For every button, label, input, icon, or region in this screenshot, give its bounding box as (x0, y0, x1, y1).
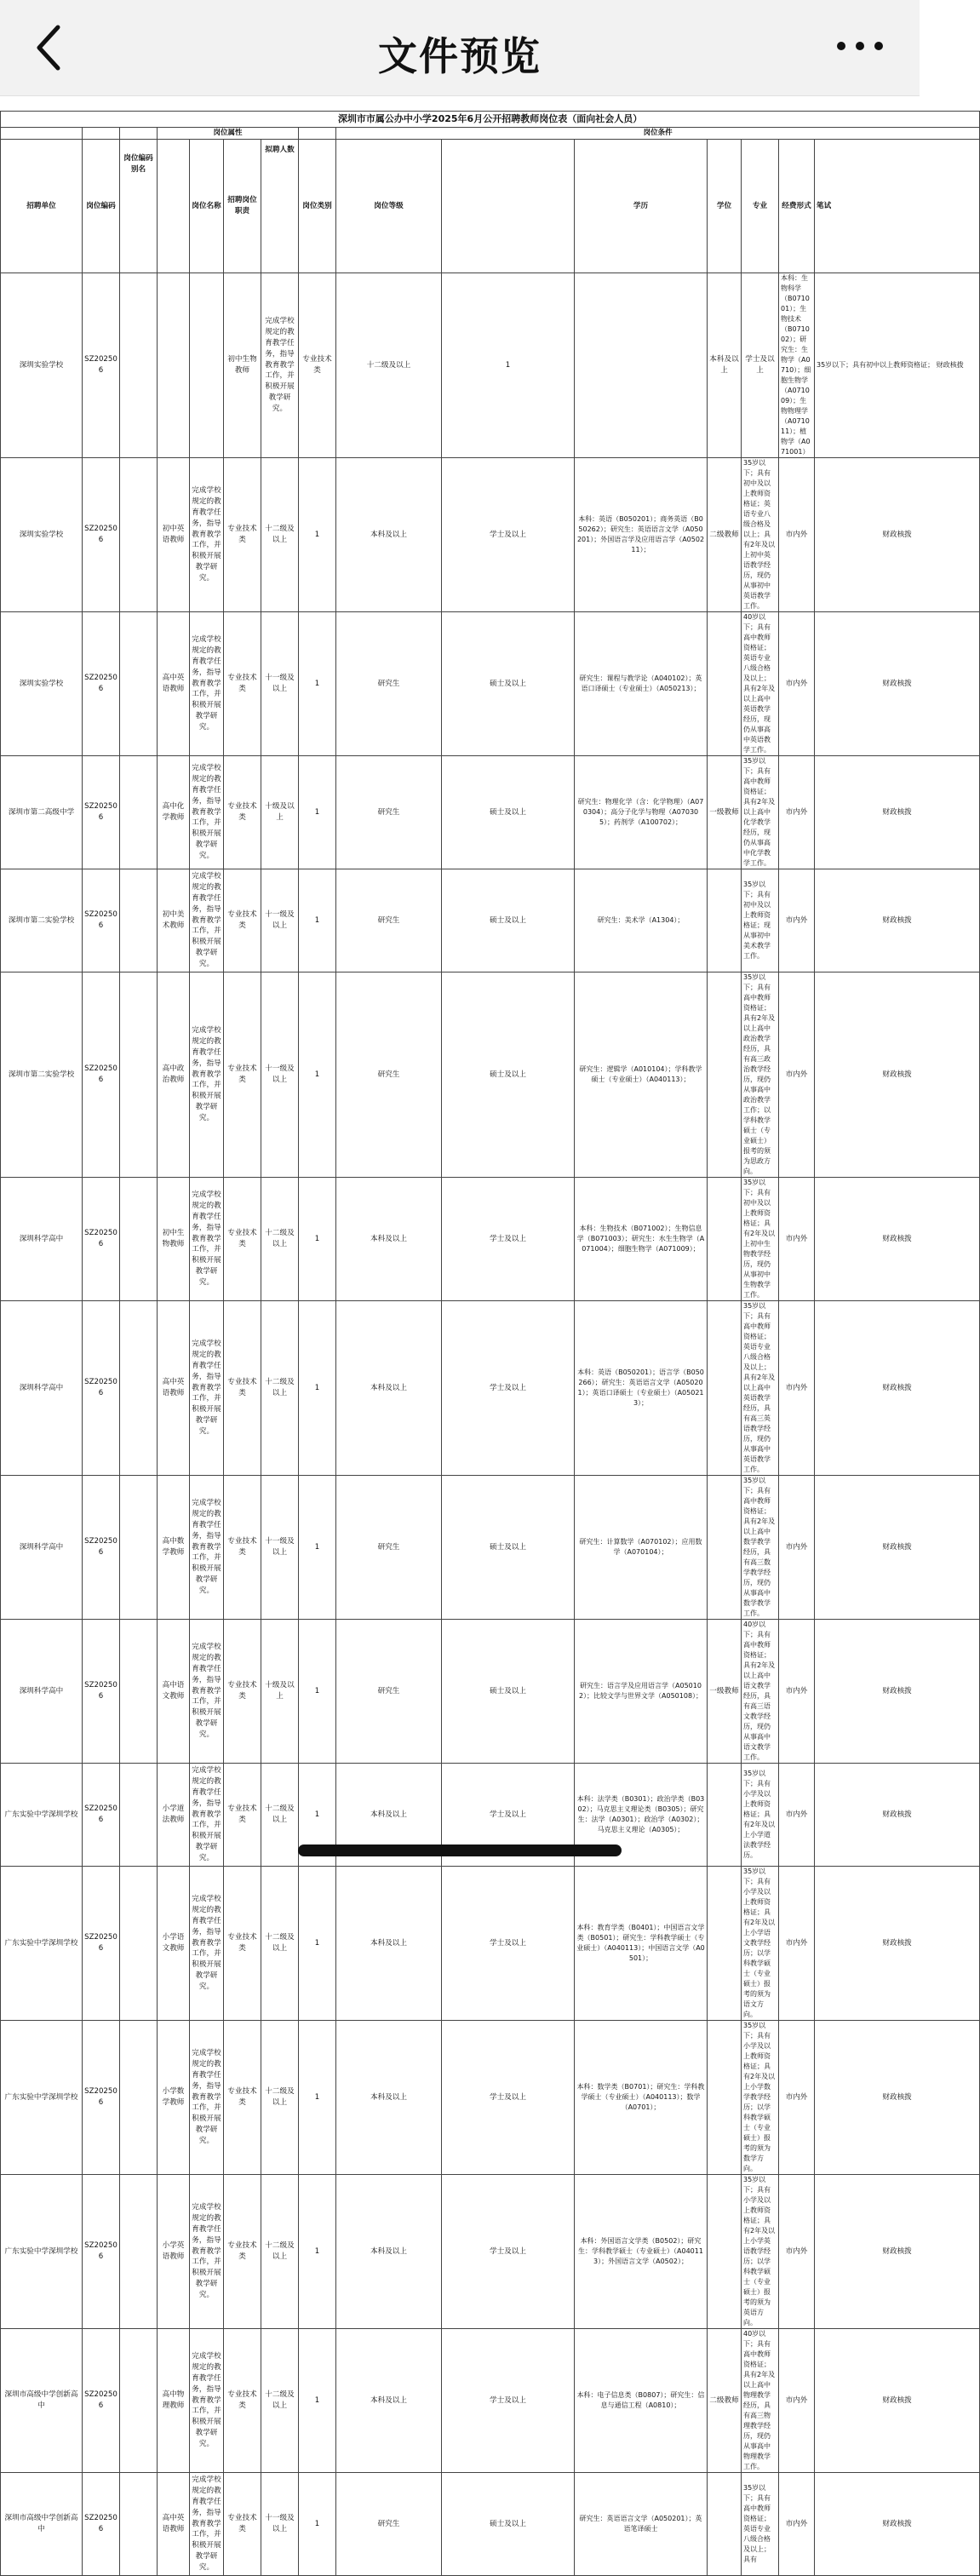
cell-category: 专业技术类 (224, 1867, 261, 2021)
col-header: 专业 (742, 140, 779, 273)
cell-code: SZ202506 (83, 2021, 120, 2175)
cell-hukou: 市内外 (779, 1476, 815, 1620)
cell-category: 专业技术类 (224, 1476, 261, 1620)
cell-level: 十二级及以上 (261, 1301, 299, 1476)
cell-duty: 完成学校规定的教育教学任务，指导教育教学工作，并积极开展教学研究。 (190, 2329, 224, 2473)
cell-name: 高中物理教师 (158, 2329, 190, 2473)
cell-edu: 本科及以上 (336, 458, 442, 612)
cell-title (708, 2021, 742, 2175)
cell-req: 35岁以下；具有高中教师资格证；具有2年及以上高中化学教学经历，现仍从事高中化学教学工作。 (742, 756, 779, 869)
cell-fund: 财政核拨 (815, 2473, 980, 2576)
cell-title (708, 869, 742, 972)
cell-duty: 完成学校规定的教育教学任务，指导教育教学工作，并积极开展教学研究。 (190, 2175, 224, 2329)
cell-req: 35岁以下；具有小学及以上教师资格证；具有2年及以上小学英语教学经历；以学科教学硕士（专业硕士）报考的须为英语方向。 (742, 2175, 779, 2329)
cell-edu: 本科及以上 (336, 2329, 442, 2473)
cell-degree: 学士及以上 (442, 458, 575, 612)
cell-degree: 硕士及以上 (442, 869, 575, 972)
cell-count: 1 (299, 972, 336, 1178)
cell-major: 研究生：美术学（A1304）； (575, 869, 708, 972)
cell-name: 高中政治教师 (158, 972, 190, 1178)
cell-category: 专业技术类 (224, 612, 261, 756)
cell-level: 十二级及以上 (261, 2329, 299, 2473)
col-header: 学位 (708, 140, 742, 273)
cell-fund: 财政核拨 (815, 1620, 980, 1764)
table-row (1, 2021, 980, 2175)
cell-degree: 学士及以上 (442, 2175, 575, 2329)
cell-title (708, 1476, 742, 1620)
col-header: 学历 (575, 140, 708, 273)
cell-fund: 财政核拨 (815, 1476, 980, 1620)
cell-fund: 财政核拨 (815, 972, 980, 1178)
cell-level: 十二级及以上 (261, 2175, 299, 2329)
cell-req: 35岁以下；具有小学及以上教师资格证；具有2年及以上小学数学教学经历；以学科教学硕士（专业硕士）报考的须为数学方向。 (742, 2021, 779, 2175)
cell-count: 1 (299, 1301, 336, 1476)
cell-count: 1 (442, 273, 575, 458)
header-blank (83, 128, 120, 140)
cell-major: 研究生：语言学及应用语言学（A050102）；比较文学与世界文学（A050108）； (575, 1620, 708, 1764)
cell-unit: 深圳科学高中 (1, 1476, 83, 1620)
cell-category: 专业技术类 (224, 869, 261, 972)
cell-major: 研究生：计算数学（A070102）；应用数学（A070104）； (575, 1476, 708, 1620)
cell-name: 高中英语教师 (158, 612, 190, 756)
cell-degree: 学士及以上 (742, 273, 779, 458)
page-title: 文件预览 (378, 33, 542, 79)
cell-req: 40岁以下；具有高中教师资格证；具有2年及以上高中语文教学经历，具有高三语文教学经历，现仍从事高中语文教学工作。 (742, 1620, 779, 1764)
cell-unit: 深圳实验学校 (1, 273, 83, 458)
cell-name: 高中数学教师 (158, 1476, 190, 1620)
col-header: 岗位类别 (299, 140, 336, 273)
cell-degree: 硕士及以上 (442, 972, 575, 1178)
cell-edu: 研究生 (336, 612, 442, 756)
cell-category: 专业技术类 (224, 1764, 261, 1867)
cell-unit: 广东实验中学深圳学校 (1, 1867, 83, 2021)
cell-count: 1 (299, 1620, 336, 1764)
col-header: 岗位名称 (190, 140, 224, 273)
cell-name: 初中英语教师 (158, 458, 190, 612)
cell-edu: 本科及以上 (336, 1764, 442, 1867)
cell-name: 初中美术教师 (158, 869, 190, 972)
cell-edu: 本科及以上 (336, 1178, 442, 1301)
cell-code: SZ202506 (83, 2473, 120, 2576)
cell-level: 十级及以上 (261, 1620, 299, 1764)
cell-major: 本科：外国语言文学类（B0502）；研究生：学科教学硕士（专业硕士）（A040113）；外国语言文学（A0502）； (575, 2175, 708, 2329)
cell-level: 十二级及以上 (261, 1178, 299, 1301)
cell-count: 1 (299, 2021, 336, 2175)
cell-level: 十二级及以上 (261, 2021, 299, 2175)
col-header: 招聘单位 (1, 140, 83, 273)
cell-empty (120, 458, 158, 612)
cell-edu: 研究生 (336, 756, 442, 869)
cell-level: 十一级及以上 (261, 612, 299, 756)
cell-edu: 研究生 (336, 1476, 442, 1620)
cell-category: 专业技术类 (224, 2329, 261, 2473)
cell-duty: 完成学校规定的教育教学任务，指导教育教学工作，并积极开展教学研究。 (190, 869, 224, 972)
cell-unit: 深圳实验学校 (1, 458, 83, 612)
table-row (1, 1301, 980, 1476)
cell-unit: 深圳科学高中 (1, 1620, 83, 1764)
cell-duty: 完成学校规定的教育教学任务，指导教育教学工作，并积极开展教学研究。 (190, 2021, 224, 2175)
cell-empty (120, 1764, 158, 1867)
cell-code: SZ202506 (83, 972, 120, 1178)
cell-req: 35岁以下；具有初中及以上教师资格证；英语专业八级合格及以上；具有2年及以上初中英语教学经历，现仍从事初中英语教学工作。 (742, 458, 779, 612)
cell-count: 1 (299, 2329, 336, 2473)
cell-hukou: 市内外 (779, 1178, 815, 1301)
cell-title: 一级教师 (708, 1620, 742, 1764)
cell-major: 研究生：逻辑学（A010104）；学科教学硕士（专业硕士）（A040113）； (575, 972, 708, 1178)
cell-fund: 财政核拨 (815, 458, 980, 612)
cell-fund: 财政核拨 (815, 1867, 980, 2021)
cell-hukou: 市内外 (779, 869, 815, 972)
cell-count: 1 (299, 2473, 336, 2576)
cell-name: 高中英语教师 (158, 1301, 190, 1476)
cell-degree: 硕士及以上 (442, 1620, 575, 1764)
cell-duty: 完成学校规定的教育教学任务，指导教育教学工作，并积极开展教学研究。 (190, 612, 224, 756)
cell-degree: 学士及以上 (442, 1178, 575, 1301)
cell-code: SZ202506 (83, 1178, 120, 1301)
cell-unit: 广东实验中学深圳学校 (1, 2175, 83, 2329)
cell-degree: 学士及以上 (442, 1301, 575, 1476)
cell-duty: 完成学校规定的教育教学任务，指导教育教学工作，并积极开展教学研究。 (190, 972, 224, 1178)
cell-empty (120, 2021, 158, 2175)
cell-empty (190, 273, 224, 458)
cell-level: 十二级及以上 (261, 1867, 299, 2021)
header-blank (120, 128, 158, 140)
cell-req: 35岁以下；具有初中以上教师资格证； 财政核拨 (815, 273, 980, 458)
cell-empty (120, 869, 158, 972)
col-header-blank (158, 140, 190, 273)
cell-empty (120, 1620, 158, 1764)
cell-code: SZ202506 (83, 756, 120, 869)
cell-edu: 研究生 (336, 972, 442, 1178)
cell-category: 专业技术类 (224, 2021, 261, 2175)
cell-duty: 完成学校规定的教育教学任务，指导教育教学工作，并积极开展教学研究。 (190, 458, 224, 612)
cell-empty (120, 2329, 158, 2473)
cell-name: 高中语文教师 (158, 1620, 190, 1764)
cell-duty: 完成学校规定的教育教学任务，指导教育教学工作，并积极开展教学研究。 (190, 1867, 224, 2021)
cell-category: 专业技术类 (224, 458, 261, 612)
cell-title: 二级教师 (708, 2329, 742, 2473)
cell-title: 二级教师 (708, 458, 742, 612)
cell-category: 专业技术类 (224, 1178, 261, 1301)
cell-code: SZ202506 (83, 1620, 120, 1764)
cell-code: SZ202506 (83, 1476, 120, 1620)
cell-unit: 深圳科学高中 (1, 1178, 83, 1301)
cell-empty (120, 2473, 158, 2576)
cell-category: 专业技术类 (224, 1301, 261, 1476)
col-header: 招聘岗位职责 (224, 140, 261, 273)
cell-name: 初中生物教师 (158, 1178, 190, 1301)
cell-hukou: 市内外 (779, 1301, 815, 1476)
cell-unit: 深圳市第二实验学校 (1, 869, 83, 972)
cell-req: 35岁以下；具有高中教师资格证；具有2年及以上高中数学教学经历，具有高三数学教学经历，现仍从事高中数学教学工作。 (742, 1476, 779, 1620)
cell-category: 专业技术类 (224, 2175, 261, 2329)
cell-empty (120, 972, 158, 1178)
cell-category: 专业技术类 (299, 273, 336, 458)
table-row (1, 458, 980, 612)
cell-req: 35岁以下；具有高中教师资格证；英语专业八级合格及以上；具有2年及以上高中英语教学经历，具有高三英语教学经历，现仍从事高中英语教学工作。 (742, 1301, 779, 1476)
cell-edu: 研究生 (336, 2473, 442, 2576)
cell-req: 35岁以下；具有初中及以上教师资格证；现从事初中美术教学工作。 (742, 869, 779, 972)
cell-hukou: 市内外 (779, 2021, 815, 2175)
cell-code: SZ202506 (83, 458, 120, 612)
cell-duty: 完成学校规定的教育教学任务，指导教育教学工作，并积极开展教学研究。 (190, 756, 224, 869)
cell-empty (120, 1867, 158, 2021)
cell-empty (120, 1178, 158, 1301)
cell-title (708, 2175, 742, 2329)
cell-degree: 硕士及以上 (442, 2473, 575, 2576)
cell-name: 小学英语教师 (158, 2175, 190, 2329)
cell-count: 1 (299, 1178, 336, 1301)
cell-count: 1 (299, 1476, 336, 1620)
cell-unit: 深圳市第二实验学校 (1, 972, 83, 1178)
cell-major: 本科：电子信息类（B0807）；研究生：信息与通信工程（A0810）； (575, 2329, 708, 2473)
cell-fund: 财政核拨 (815, 756, 980, 869)
cell-degree: 硕士及以上 (442, 1476, 575, 1620)
cell-code: SZ202506 (83, 1867, 120, 2021)
cell-count: 1 (299, 458, 336, 612)
col-header: 岗位等级 (336, 140, 442, 273)
cell-category: 专业技术类 (224, 1620, 261, 1764)
cell-duty: 完成学校规定的教育教学任务，指导教育教学工作，并积极开展教学研究。 (190, 1301, 224, 1476)
cell-fund: 财政核拨 (815, 1764, 980, 1867)
cell-major: 本科：教育学类（B0401）；中国语言文学类（B0501）；研究生：学科教学硕士（专业硕士）（A040113）；中国语言文学（A0501）； (575, 1867, 708, 2021)
cell-empty (120, 1476, 158, 1620)
cell-hukou: 市内外 (779, 2175, 815, 2329)
col-header: 笔试 (815, 140, 980, 273)
table-row (1, 972, 980, 1178)
cell-edu: 本科及以上 (336, 1301, 442, 1476)
group-header-cond: 岗位条件 (336, 128, 980, 140)
home-indicator (298, 1845, 622, 1856)
cell-empty (120, 612, 158, 756)
table-row (1, 1178, 980, 1301)
cell-category: 专业技术类 (224, 2473, 261, 2576)
cell-fund: 财政核拨 (815, 2329, 980, 2473)
cell-title: 一级教师 (708, 756, 742, 869)
cell-unit: 深圳市高级中学创新高中 (1, 2473, 83, 2576)
cell-unit: 深圳市高级中学创新高中 (1, 2329, 83, 2473)
cell-category: 专业技术类 (224, 972, 261, 1178)
cell-hukou: 市内外 (779, 972, 815, 1178)
more-dots-icon[interactable] (834, 34, 885, 58)
cell-name: 小学语文教师 (158, 1867, 190, 2021)
cell-code: SZ202506 (83, 273, 120, 458)
cell-category: 专业技术类 (224, 756, 261, 869)
cell-major: 本科：生物科学（B071001）；生物技术（B071002）；研究生：生物学（A0710）；细胞生物学（A071009）；生物物理学（A071011）；植物学（A071001） (779, 273, 815, 458)
table-row (1, 2175, 980, 2329)
cell-req: 35岁以下；具有初中及以上教师资格证；具有2年及以上初中生物教学经历，现仍从事初中生物教学工作。 (742, 1178, 779, 1301)
cell-hukou: 市内外 (779, 1764, 815, 1867)
cell-major: 研究生：课程与教学论（A040102）；英语口译硕士（专业硕士）（A050213）； (575, 612, 708, 756)
cell-req: 40岁以下；具有高中教师资格证；英语专业八级合格及以上；具有2年及以上高中英语教学经历，现仍从事高中英语教学工作。 (742, 612, 779, 756)
cell-duty: 完成学校规定的教育教学任务，指导教育教学工作，并积极开展教学研究。 (190, 1476, 224, 1620)
table-row (1, 1620, 980, 1764)
table-row (1, 756, 980, 869)
cell-title (708, 612, 742, 756)
cell-title (708, 1867, 742, 2021)
cell-name: 小学道法教师 (158, 1764, 190, 1867)
cell-major: 研究生：物理化学（含：化学物理）（A070304）；高分子化学与物理（A070305）；药剂学（A100702）； (575, 756, 708, 869)
cell-level: 十二级及以上 (261, 1764, 299, 1867)
cell-edu: 研究生 (336, 1620, 442, 1764)
cell-degree: 学士及以上 (442, 2329, 575, 2473)
cell-fund: 财政核拨 (815, 1178, 980, 1301)
cell-fund: 财政核拨 (815, 2175, 980, 2329)
cell-title (708, 972, 742, 1178)
cell-code: SZ202506 (83, 2329, 120, 2473)
cell-major: 本科：英语（B050201）；商务英语（B050262）；研究生：英语语言文学（A050201）；外国语言学及应用语言学（A050211）； (575, 458, 708, 612)
cell-edu: 本科及以上 (336, 2021, 442, 2175)
cell-unit: 深圳市第二高级中学 (1, 756, 83, 869)
cell-hukou: 市内外 (779, 1867, 815, 2021)
cell-degree: 学士及以上 (442, 2021, 575, 2175)
cell-empty (120, 273, 158, 458)
cell-major: 本科：数学类（B0701）；研究生：学科教学硕士（专业硕士）（A040113）；数学（A0701）； (575, 2021, 708, 2175)
cell-fund: 财政核拨 (815, 2021, 980, 2175)
cell-degree: 硕士及以上 (442, 756, 575, 869)
cell-code: SZ202506 (83, 612, 120, 756)
cell-fund: 财政核拨 (815, 869, 980, 972)
cell-count: 1 (299, 869, 336, 972)
cell-duty: 完成学校规定的教育教学任务，指导教育教学工作，并积极开展教学研究。 (190, 1764, 224, 1867)
cell-edu: 研究生 (336, 869, 442, 972)
cell-edu: 本科及以上 (708, 273, 742, 458)
cell-count: 1 (299, 612, 336, 756)
cell-hukou: 市内外 (779, 756, 815, 869)
table-row (1, 869, 980, 972)
cell-code: SZ202506 (83, 1764, 120, 1867)
cell-empty (158, 273, 190, 458)
cell-code: SZ202506 (83, 1301, 120, 1476)
table-body (1, 458, 980, 2576)
cell-code: SZ202506 (83, 2175, 120, 2329)
recruitment-table (0, 111, 980, 2576)
cell-req: 40岁以下；具有高中教师资格证；具有2年及以上高中物理教学经历，具有高三物理教学经历，现仍从事高中物理教学工作。 (742, 2329, 779, 2473)
cell-req: 35岁以下；具有高中教师资格证；英语专业八级合格及以上；具有 (742, 2473, 779, 2576)
cell-major: 研究生：英语语言文学（A050201）；英语笔译硕士 (575, 2473, 708, 2576)
col-header: 拟聘人数 (261, 140, 299, 273)
table-row (1, 2473, 980, 2576)
cell-unit: 广东实验中学深圳学校 (1, 2021, 83, 2175)
cell-major: 本科：生物技术（B071002）；生物信息学（B071003）；研究生：水生生物学（A071004）；细胞生物学（A071009）； (575, 1178, 708, 1301)
cell-level: 十一级及以上 (261, 972, 299, 1178)
cell-major: 本科：法学类（B0301）；政治学类（B0302）；马克思主义理论类（B0305）；研究生：法学（A0301）；政治学（A0302）；马克思主义理论（A0305）； (575, 1764, 708, 1867)
cell-fund: 财政核拨 (815, 1301, 980, 1476)
cell-unit: 深圳实验学校 (1, 612, 83, 756)
cell-count: 1 (299, 1764, 336, 1867)
cell-empty (120, 2175, 158, 2329)
group-header-attr: 岗位属性 (158, 128, 299, 140)
cell-req: 35岁以下；具有高中教师资格证；具有2年及以上高中政治教学经历，具有高三政治教学经历，现仍从事高中政治教学工作；以学科教学硕士（专业硕士）报考的须为思政方向。 (742, 972, 779, 1178)
table-row (1, 2329, 980, 2473)
cell-title (708, 2473, 742, 2576)
cell-req: 35岁以下；具有小学及以上教师资格证；具有2年及以上小学语文教学经历；以学科教学硕士（专业硕士）报考的须为语文方向。 (742, 1867, 779, 2021)
table-caption: 深圳市市属公办中小学2025年6月公开招聘教师岗位表（面向社会人员） (1, 112, 980, 128)
top-app-bar (0, 0, 920, 96)
cell-hukou: 市内外 (779, 1620, 815, 1764)
cell-level: 十一级及以上 (261, 1476, 299, 1620)
header-blank (1, 128, 83, 140)
cell-empty (120, 756, 158, 869)
cell-hukou: 市内外 (779, 612, 815, 756)
cell-unit: 深圳科学高中 (1, 1301, 83, 1476)
cell-level: 十一级及以上 (261, 2473, 299, 2576)
table-row (1, 1867, 980, 2021)
cell-count: 1 (299, 1867, 336, 2021)
cell-hukou: 市内外 (779, 458, 815, 612)
cell-major: 本科：英语（B050201）；语言学（B050266）；研究生：英语语言文学（A050201）；英语口译硕士（专业硕士）（A050213）； (575, 1301, 708, 1476)
cell-fund: 财政核拨 (815, 612, 980, 756)
cell-empty (575, 273, 708, 458)
table-row (1, 1476, 980, 1620)
col-header: 岗位编码 (83, 140, 120, 273)
cell-name: 高中化学教师 (158, 756, 190, 869)
cell-hukou: 市内外 (779, 2329, 815, 2473)
cell-title (708, 1178, 742, 1301)
cell-name: 小学数学教师 (158, 2021, 190, 2175)
cell-req: 35岁以下；具有小学及以上教师资格证；具有2年及以上小学道法教学经历。 (742, 1764, 779, 1867)
table-row (1, 612, 980, 756)
cell-degree: 硕士及以上 (442, 612, 575, 756)
cell-level: 十二级及以上 (336, 273, 442, 458)
cell-name: 初中生物教师 (224, 273, 261, 458)
cell-duty: 完成学校规定的教育教学任务，指导教育教学工作，并积极开展教学研究。 (190, 1178, 224, 1301)
cell-level: 十二级及以上 (261, 458, 299, 612)
col-header-blank (442, 140, 575, 273)
cell-edu: 本科及以上 (336, 1867, 442, 2021)
header-blank (299, 128, 336, 140)
col-header: 岗位编码别名 (120, 140, 158, 273)
cell-degree: 学士及以上 (442, 1764, 575, 1867)
cell-title (708, 1301, 742, 1476)
document-preview[interactable] (0, 111, 964, 2573)
cell-duty: 完成学校规定的教育教学任务，指导教育教学工作，并积极开展教学研究。 (190, 1620, 224, 1764)
cell-level: 十一级及以上 (261, 869, 299, 972)
cell-code: SZ202506 (83, 869, 120, 972)
cell-count: 1 (299, 756, 336, 869)
table-row (1, 273, 980, 458)
cell-duty: 完成学校规定的教育教学任务，指导教育教学工作，并积极开展教学研究。 (190, 2473, 224, 2576)
cell-level: 十级及以上 (261, 756, 299, 869)
cell-empty (120, 1301, 158, 1476)
cell-degree: 学士及以上 (442, 1867, 575, 2021)
cell-count: 1 (299, 2175, 336, 2329)
cell-name: 高中英语教师 (158, 2473, 190, 2576)
cell-duty: 完成学校规定的教育教学任务，指导教育教学工作，并积极开展教学研究。 (261, 273, 299, 458)
col-header: 经费形式 (779, 140, 815, 273)
cell-title (708, 1764, 742, 1867)
cell-edu: 本科及以上 (336, 2175, 442, 2329)
cell-hukou: 市内外 (779, 2473, 815, 2576)
cell-unit: 广东实验中学深圳学校 (1, 1764, 83, 1867)
